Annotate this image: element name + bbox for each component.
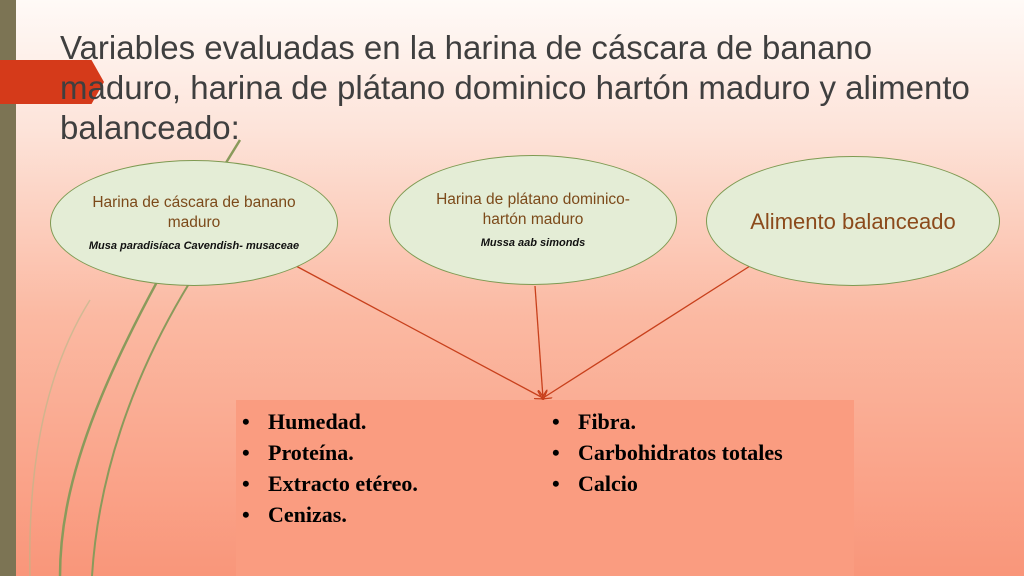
node-label: Harina de cáscara de banano maduro xyxy=(92,194,296,231)
node-harina-platano-dominico xyxy=(389,155,677,285)
node-label: Harina de plátano dominico- hartón maduro xyxy=(436,191,630,228)
variables-box xyxy=(236,400,854,576)
variable-item: • Humedad. xyxy=(236,406,418,437)
variables-list-right xyxy=(546,406,783,499)
node-label: Alimento balanceado xyxy=(750,208,956,234)
node-scientific-name: Mussa aab simonds xyxy=(480,237,586,249)
variable-item: • Calcio xyxy=(546,468,783,499)
variable-item: • Extracto etéreo. xyxy=(236,468,418,499)
arrow-from-oval-3 xyxy=(543,266,750,398)
node-harina-cascara-banano xyxy=(50,160,338,286)
variable-item: • Proteína. xyxy=(236,437,418,468)
variable-item: • Fibra. xyxy=(546,406,783,437)
arrow-from-oval-2 xyxy=(535,286,543,398)
variable-item: • Cenizas. xyxy=(236,499,418,530)
slide-title: Variables evaluadas en la harina de cáscara de banano maduro, harina de plátano dominico hartón maduro y alimento balanceado: xyxy=(60,29,970,146)
variable-item: • Carbohidratos totales xyxy=(546,437,783,468)
variables-list-left xyxy=(236,406,418,530)
node-alimento-balanceado xyxy=(706,156,1000,286)
node-scientific-name: Musa paradisíaca Cavendish- musaceae xyxy=(88,240,300,252)
arrow-from-oval-1 xyxy=(296,266,543,398)
